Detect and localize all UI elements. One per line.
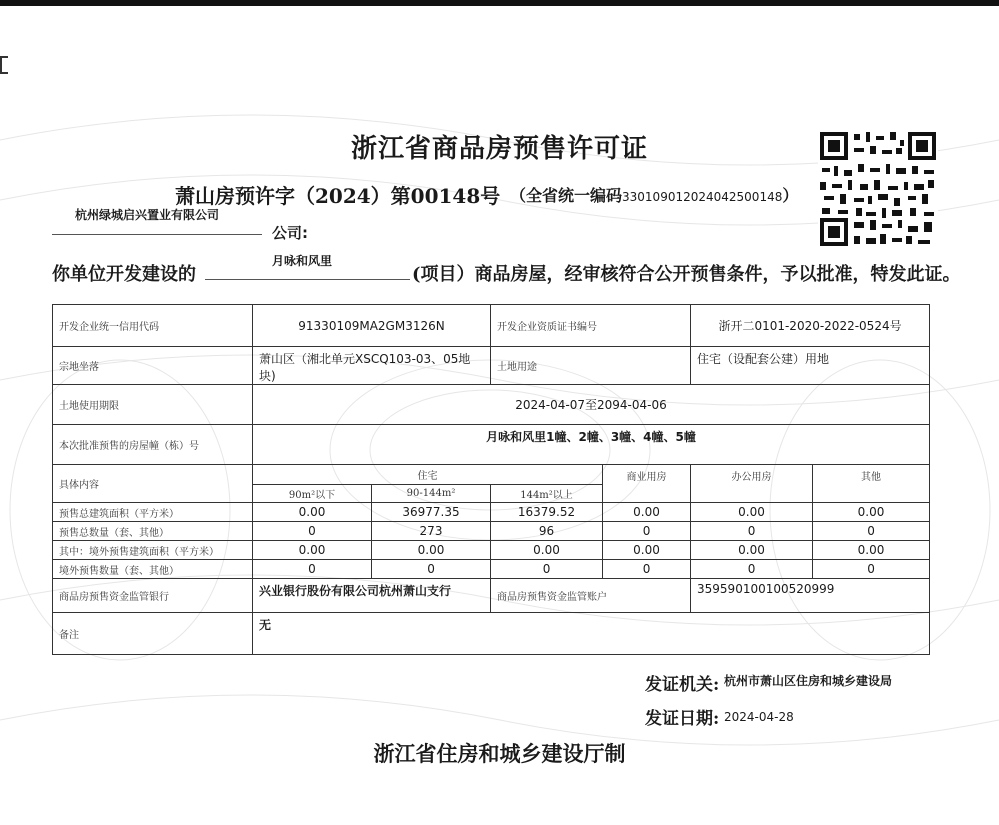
table-row <box>53 503 930 522</box>
corner-mark <box>0 56 8 74</box>
land-use-label: 土地用途 <box>491 347 691 385</box>
cell: 0.00 <box>253 503 372 522</box>
document-title: 浙江省商品房预售许可证 <box>350 134 648 164</box>
cell: 96 <box>491 522 603 541</box>
cell: 0 <box>691 522 813 541</box>
account-value: 359590100100520999 <box>691 579 930 613</box>
table-row <box>53 465 930 485</box>
table-row <box>53 613 930 655</box>
land-period-label: 土地使用期限 <box>53 385 253 425</box>
sentence-suffix: (项目）商品房屋，经审核符合公开预售条件，予以批准，特发此证。 <box>412 264 961 285</box>
cell: 0 <box>253 560 372 579</box>
sub-col-header: 144m²以上 <box>491 485 603 503</box>
footer-issuer: 浙江省住房和城乡建设厅制 <box>373 741 626 766</box>
content-label: 具体内容 <box>53 465 253 503</box>
permit-table <box>52 304 930 655</box>
commercial-header: 商业用房 <box>603 465 691 503</box>
row-label: 预售总建筑面积（平方米） <box>53 503 253 522</box>
top-border <box>0 0 999 6</box>
table-row <box>53 385 930 425</box>
issuer-value: 杭州市萧山区住房和城乡建设局 <box>724 674 893 688</box>
qualification-label: 开发企业资质证书编号 <box>491 305 691 347</box>
buildings-label: 本次批准预售的房屋幢（栋）号 <box>53 425 253 465</box>
bank-label: 商品房预售资金监管银行 <box>53 579 253 613</box>
table-row <box>53 522 930 541</box>
project-underline <box>205 279 410 280</box>
table-row <box>53 305 930 347</box>
land-period-value: 2024-04-07至2094-04-06 <box>253 385 930 425</box>
credit-code: 91330109MA2GM3126N <box>253 305 491 347</box>
project-name: 月咏和风里 <box>272 254 333 268</box>
table-row <box>53 541 930 560</box>
bank-value: 兴业银行股份有限公司杭州萧山支行 <box>253 579 491 613</box>
cell: 0 <box>603 522 691 541</box>
remarks-value: 无 <box>253 613 930 655</box>
cell: 0.00 <box>813 503 930 522</box>
table-row <box>53 579 930 613</box>
cell: 0.00 <box>813 541 930 560</box>
company-underline <box>52 234 262 235</box>
cell: 0.00 <box>491 541 603 560</box>
sub-col-header: 90m²以下 <box>253 485 372 503</box>
table-row <box>53 347 930 385</box>
cell: 0 <box>253 522 372 541</box>
cell: 0.00 <box>691 503 813 522</box>
issue-date: 2024-04-28 <box>724 710 794 724</box>
cell: 0 <box>813 560 930 579</box>
cell: 36977.35 <box>372 503 491 522</box>
sub-col-header: 90-144m² <box>372 485 491 503</box>
location-value: 萧山区（湘北单元XSCQ103-03、05地块) <box>253 347 491 385</box>
location-label: 宗地坐落 <box>53 347 253 385</box>
table-row <box>53 425 930 465</box>
cell: 0 <box>813 522 930 541</box>
cell: 273 <box>372 522 491 541</box>
residential-header: 住宅 <box>253 465 603 485</box>
remarks-label: 备注 <box>53 613 253 655</box>
cell: 0 <box>691 560 813 579</box>
cell: 0.00 <box>603 541 691 560</box>
row-label: 预售总数量（套、其他） <box>53 522 253 541</box>
cell: 0 <box>603 560 691 579</box>
cell: 0.00 <box>691 541 813 560</box>
unified-code-line <box>510 183 798 206</box>
permit-number: 萧山房预许字（2024）第00148号 <box>175 184 501 208</box>
cell: 0.00 <box>253 541 372 560</box>
land-use-value: 住宅（设配套公建）用地 <box>691 347 930 385</box>
cell: 0 <box>491 560 603 579</box>
cell: 0.00 <box>603 503 691 522</box>
credit-code-label: 开发企业统一信用代码 <box>53 305 253 347</box>
other-header: 其他 <box>813 465 930 503</box>
issuer-label: 发证机关: <box>645 675 720 695</box>
cell: 0.00 <box>372 541 491 560</box>
cell: 0 <box>372 560 491 579</box>
company-name: 杭州绿城启兴置业有限公司 <box>75 208 220 222</box>
buildings-value: 月咏和风里1幢、2幢、3幢、4幢、5幢 <box>253 425 930 465</box>
company-suffix: 公司: <box>272 224 308 242</box>
unified-code: 330109012024042500148 <box>622 190 783 204</box>
row-label: 其中：境外预售建筑面积（平方米） <box>53 541 253 560</box>
unified-code-label: （全省统一编码 <box>510 186 623 205</box>
sentence-prefix: 你单位开发建设的 <box>52 264 196 285</box>
account-label: 商品房预售资金监管账户 <box>491 579 691 613</box>
unified-code-close: ） <box>782 186 799 205</box>
qr-code <box>818 130 938 248</box>
table-row <box>53 560 930 579</box>
issue-date-label: 发证日期: <box>645 709 720 729</box>
row-label: 境外预售数量（套、其他） <box>53 560 253 579</box>
cell: 16379.52 <box>491 503 603 522</box>
qualification-number: 浙开二0101-2020-2022-0524号 <box>691 305 930 347</box>
office-header: 办公用房 <box>691 465 813 503</box>
